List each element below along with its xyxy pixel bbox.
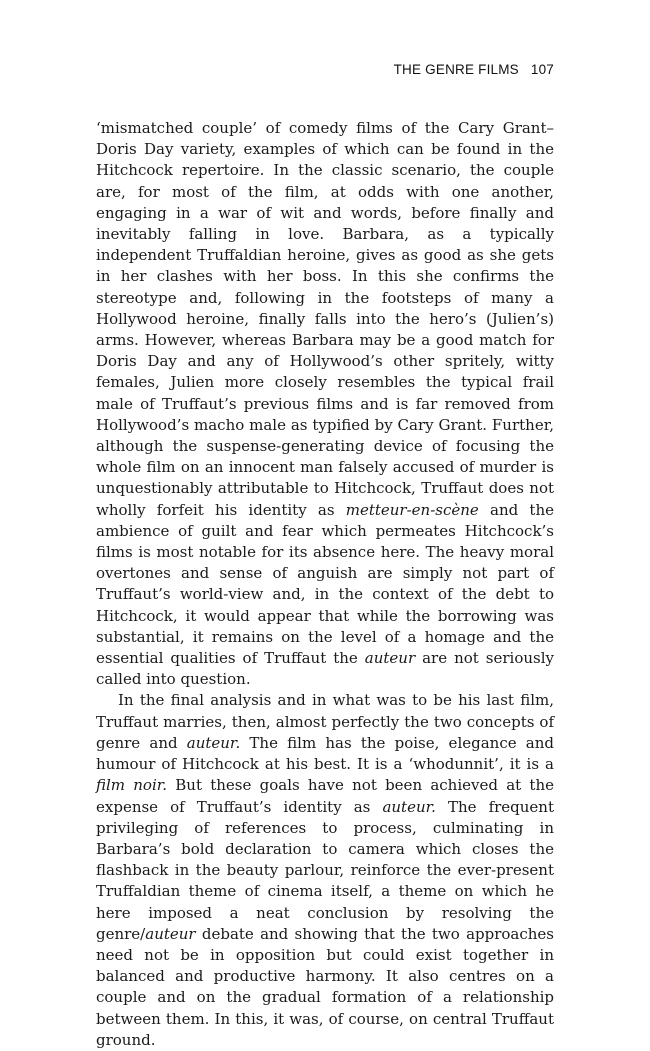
text-run: The film has the poise, elegance and humour of Hitchcock at his best. It is a ‘whodunnit’, it is a — [96, 733, 554, 774]
running-header — [394, 62, 554, 77]
text-run: In the final analysis and in what was to be his last film, Truffaut marries, then, almost perfectly the two concepts of genre and — [96, 691, 554, 752]
italic-term: metteur-en-scène — [345, 500, 479, 519]
body-text — [96, 118, 554, 1051]
italic-term: auteur — [364, 649, 416, 668]
page-number: 107 — [530, 62, 554, 77]
text-run: But these goals have not been achieved at the expense of Truffaut’s identity as — [96, 776, 554, 816]
italic-term: auteur. — [186, 733, 241, 752]
paragraph-2 — [96, 690, 554, 1050]
text-run: The frequent privileging of references to process, culminating in Barbara’s bold declaration to camera which closes the flashback in the beauty parlour, reinforce the ever-present Truffaldian theme of cinema itself, a theme on which he here imposed a neat conclusion by resolving the genre/ — [96, 797, 554, 943]
text-run: debate and showing that the two approaches need not be in opposition but could exist together in balanced and productive harmony. It also centres on a couple and on the gradual formation of a relationship between them. In this, it was, of course, on central Truffaut ground. — [96, 924, 554, 1049]
text-run: ‘mismatched couple’ of comedy films of the Cary Grant–Doris Day variety, examples of which can be found in the Hitchcock repertoire. In the classic scenario, the couple are, for most of the film, at odds with one another, engaging in a war of wit and words, before finally and inevitably falling in love. Barbara, as a typically independent Truffaldian heroine, gives as good as she gets in her clashes with her boss. In this she confirms the stereotype and, following in the footsteps of many a Hollywood heroine, finally falls into the hero’s (Julien’s) arms. However, whereas Barbara may be a good match for Doris Day and any of Hollywood’s other spritely, witty females, Julien more closely resembles the typical frail male of Truffaut’s previous films and is far removed from Hollywood’s macho male as typified by Cary Grant. Further, although the suspense-generating device of focusing the whole film on an innocent man falsely accused of murder is unquestionably attributable to Hitchcock, Truffaut does not wholly forfeit his identity as — [96, 119, 554, 519]
italic-term: auteur. — [382, 797, 436, 816]
running-title: THE GENRE FILMS — [393, 62, 519, 77]
text-run: are not seriously called into question. — [96, 649, 554, 689]
italic-term: film noir. — [96, 776, 168, 795]
italic-term: auteur — [145, 924, 196, 943]
paragraph-1 — [96, 118, 554, 690]
text-run: and the ambience of guilt and fear which permeates Hitchcock’s films is most notable for its absence here. The heavy moral overtones and sense of anguish are simply not part of Truffaut’s world-view and, in the context of the debt to Hitchcock, it would appear that while the borrowing was substantial, it remains on the level of a homage and the essential qualities of Truffaut the — [96, 500, 554, 668]
